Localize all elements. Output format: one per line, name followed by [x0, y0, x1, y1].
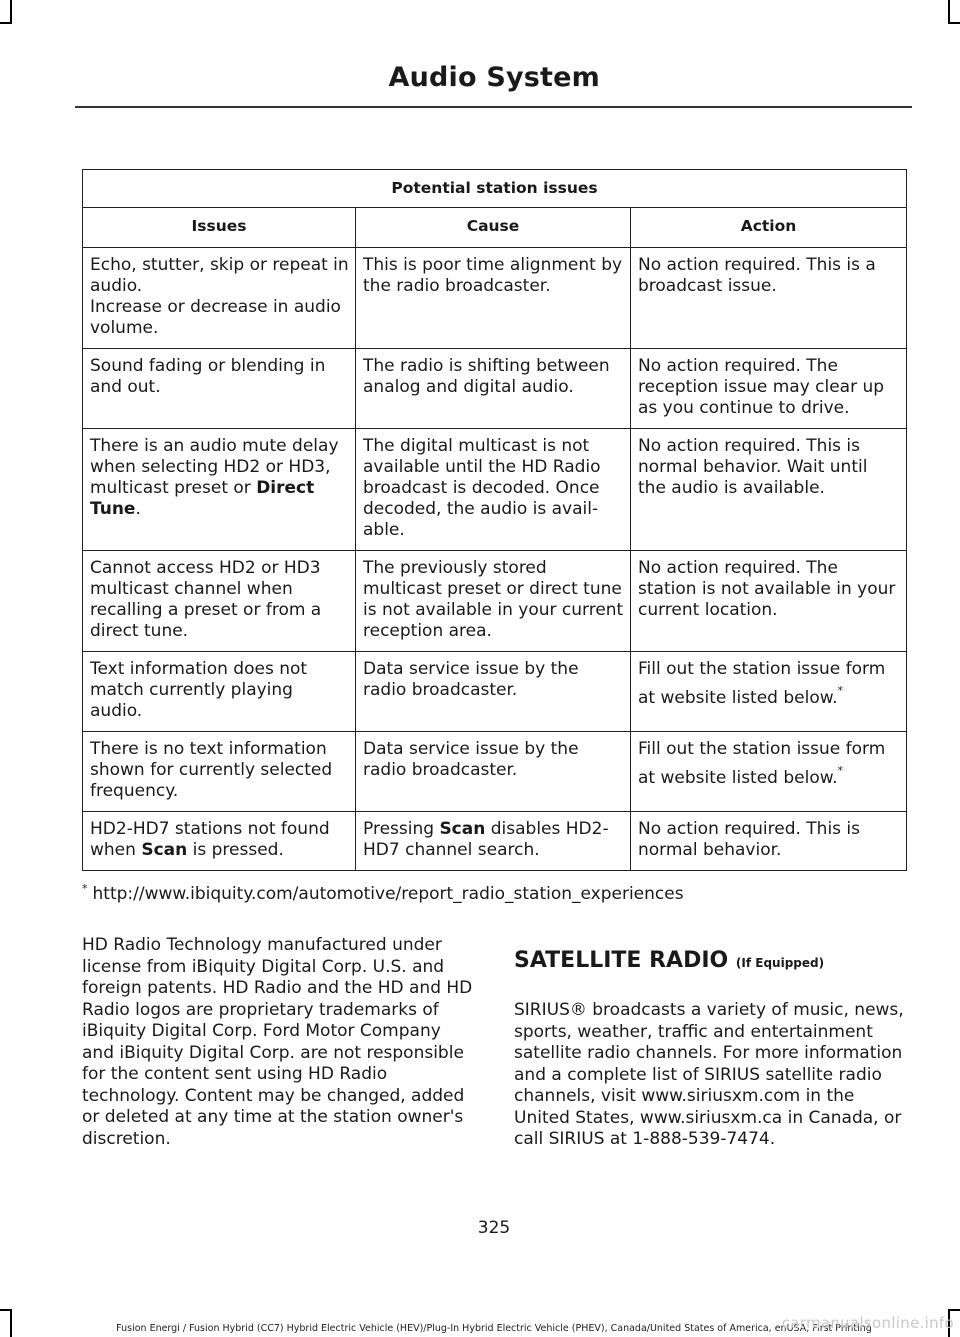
page-number: 325	[477, 1218, 511, 1238]
action-cell: No action required. This is a broadcast issue.	[631, 248, 907, 349]
action-text: Fill out the station issue form at website listed below.	[638, 739, 886, 788]
crop-mark	[948, 0, 950, 22]
cause-cell	[356, 812, 631, 871]
issue-text: Echo, stutter, skip or repeat in audio.	[90, 255, 349, 296]
cause-text-tail: disables HD2-HD7 channel search.	[363, 819, 609, 860]
satellite-radio-heading	[514, 948, 824, 973]
scan-label: Scan	[439, 819, 486, 839]
table-caption-row	[83, 170, 907, 208]
crop-mark	[0, 22, 12, 24]
table-row	[83, 812, 907, 871]
issue-text: There is an audio mute delay when selecting HD2 or HD3, multicast preset or	[90, 436, 339, 498]
cause-cell: Data service issue by the radio broadcaster.	[356, 652, 631, 732]
issue-cell	[83, 652, 356, 732]
page-title: Audio System	[388, 62, 600, 93]
header-divider	[75, 106, 912, 108]
table-caption: Potential station issues	[83, 170, 907, 208]
direct-tune-label: Direct Tune	[90, 478, 315, 519]
table-header-row	[83, 208, 907, 248]
issue-text: There is no text information shown for currently selected frequency.	[90, 739, 333, 801]
footnote-marker: *	[837, 764, 843, 777]
table-row	[83, 429, 907, 551]
issue-cell	[83, 429, 356, 551]
issue-text: HD2-HD7 stations not found when	[90, 819, 330, 860]
footnote-marker: *	[837, 684, 843, 697]
issue-cell	[83, 248, 356, 349]
issue-text-tail: .	[135, 499, 141, 519]
column-header-issues: Issues	[83, 208, 356, 248]
watermark: carmanualsonline.info	[781, 1314, 954, 1332]
issue-text: Increase or decrease in audio volume.	[90, 297, 341, 338]
if-equipped-label: (If Equipped)	[735, 956, 825, 970]
table-row	[83, 349, 907, 429]
cause-cell: The radio is shifting between analog and digital audio.	[356, 349, 631, 429]
issue-cell	[83, 349, 356, 429]
issue-text-tail: is pressed.	[187, 840, 284, 860]
column-header-action: Action	[631, 208, 907, 248]
station-issues-table	[82, 169, 907, 871]
footnote	[82, 882, 684, 904]
table-row	[83, 248, 907, 349]
footnote-url: http://www.ibiquity.com/automotive/report_radio_station_experiences	[92, 884, 684, 904]
action-cell: No action required. The station is not available in your current location.	[631, 551, 907, 652]
scan-label: Scan	[141, 840, 188, 860]
hd-radio-paragraph: HD Radio Technology manufactured under license from iBiquity Digital Corp. U.S. and foreign patents. HD Radio and the HD and HD Radio logos are proprietary trademarks of iBiquity Digital Corp. Ford Motor Company and iBiquity Digital Corp. are not responsible for the content sent using HD Radio technology. Content may be changed, added or deleted at any time at the station owner's discretion.	[82, 935, 473, 1149]
issue-text: Cannot access HD2 or HD3 multicast channel when recalling a preset or from a direct tune.	[90, 558, 322, 641]
satellite-radio-paragraph: SIRIUS® broadcasts a variety of music, news, sports, weather, traffic and entertainment satellite radio channels. For more information and a complete list of SIRIUS satellite radio channels, visit www.siriusxm.com in the United States, www.siriusxm.ca in Canada, or call SIRIUS at 1-888-539-7474.	[514, 1000, 904, 1149]
crop-mark	[948, 1309, 960, 1311]
footnote-marker: *	[82, 882, 88, 895]
action-cell	[631, 732, 907, 812]
table-row	[83, 732, 907, 812]
issue-text: Sound fading or blending in and out.	[90, 356, 326, 397]
cause-cell: The digital multicast is not available until the HD Radio broadcast is decoded. Once decoded, the audio is avail-able.	[356, 429, 631, 551]
cause-cell: Data service issue by the radio broadcaster.	[356, 732, 631, 812]
cause-cell: The previously stored multicast preset or direct tune is not available in your current reception area.	[356, 551, 631, 652]
crop-mark	[10, 0, 12, 22]
crop-mark	[948, 22, 960, 24]
cause-text: Pressing	[363, 819, 440, 839]
action-cell: No action required. This is normal behavior. Wait until the audio is available.	[631, 429, 907, 551]
action-cell: No action required. This is normal behavior.	[631, 812, 907, 871]
issue-cell	[83, 812, 356, 871]
column-header-cause: Cause	[356, 208, 631, 248]
table-row	[83, 551, 907, 652]
issue-cell	[83, 732, 356, 812]
cause-cell: This is poor time alignment by the radio broadcaster.	[356, 248, 631, 349]
issue-text: Text information does not match currently playing audio.	[90, 659, 308, 721]
action-text: Fill out the station issue form at website listed below.	[638, 659, 886, 708]
crop-mark	[0, 1309, 12, 1311]
table-row	[83, 652, 907, 732]
action-cell	[631, 652, 907, 732]
action-cell: No action required. The reception issue may clear up as you continue to drive.	[631, 349, 907, 429]
issue-cell	[83, 551, 356, 652]
page-footer: Fusion Energi / Fusion Hybrid (CC7) Hybrid Electric Vehicle (HEV)/Plug-In Hybrid Electric Vehicle (PHEV), Canada/United States of America, enUSA, First Printing	[116, 1323, 872, 1334]
section-title: SATELLITE RADIO	[514, 948, 729, 973]
